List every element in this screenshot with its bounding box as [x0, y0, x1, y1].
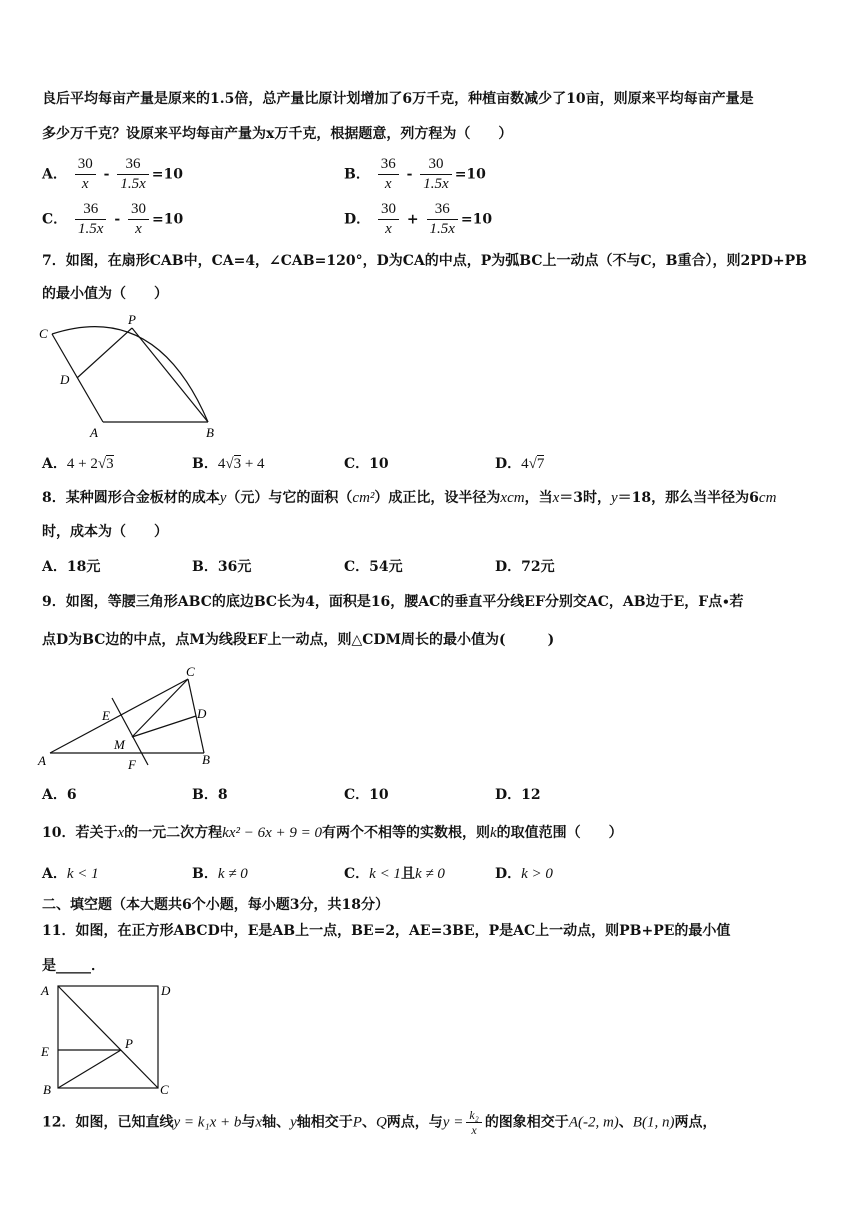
section-heading: 二、填空题（本大题共6个小题，每小题3分，共18分）: [42, 897, 389, 913]
q10-option-d: D．k > 0: [495, 866, 553, 882]
q8-option-d: D．72元: [495, 559, 555, 575]
q10-option-c: C．k < 1且k ≠ 0: [344, 866, 445, 882]
fraction: $\frac{36}{1.5x}$: [75, 200, 106, 239]
q9-option-b: B．8: [192, 787, 228, 803]
q6-option-a: A． $\frac{30}{x}$ - $\frac{36}{1.5x}$ =10: [42, 156, 183, 192]
label-e: E: [41, 1044, 49, 1059]
q7-option-c: C．10: [344, 456, 389, 472]
label-d: D: [197, 706, 207, 721]
segment-pd: [77, 328, 132, 378]
q6-option-d: D． $\frac{30}{x}$ + $\frac{36}{1.5x}$ =10: [344, 201, 493, 237]
q11-line2: 是_____．: [42, 958, 105, 974]
label-m: M: [114, 737, 125, 752]
label-f: F: [128, 757, 136, 772]
label-a: A: [38, 753, 46, 768]
label-e: E: [102, 708, 110, 723]
q7-option-a: A．4 + 2√3: [42, 456, 114, 472]
q11-line1: 11．如图，在正方形ABCD中，E是AB上一点，BE=2，AE=3BE，P是AC上一动点，则PB+PE的最小值: [42, 923, 731, 939]
q12-line1: 12．如图，已知直线y = k₁x + b与x轴、y轴相交于P、Q两点，与y = $\frac{\text{k₂}}{x}$ 的图象相交于A(-2, m)、B(1, n)两点，: [42, 1108, 717, 1137]
q8-line1: 8．某种圆形合金板材的成本y（元）与它的面积（cm²）成正比，设半径为xcm，当x＝3时，y＝18，那么当半径为6cm: [42, 490, 777, 506]
fraction: $\frac{30}{x}$: [378, 200, 399, 239]
q9-triangle-figure: [36, 665, 226, 775]
q6-option-b: B． $\frac{36}{x}$ - $\frac{30}{1.5x}$ =10: [344, 156, 486, 192]
fraction: $\frac{30}{x}$: [128, 200, 149, 239]
label-c: C: [39, 326, 48, 341]
q8-option-a: A．18元: [42, 559, 101, 575]
label-d: D: [161, 983, 171, 998]
q7-option-b: B．4√3 + 4: [192, 456, 265, 472]
fraction: $\frac{\text{k₂}}{x}$: [466, 1108, 482, 1137]
label-p: P: [125, 1036, 133, 1051]
diagonal-ac: [58, 986, 158, 1088]
fraction: $\frac{30}{x}$: [75, 155, 96, 194]
fraction: $\frac{30}{1.5x}$: [420, 155, 451, 194]
q6-line1: 良后平均每亩产量是原来的1.5倍，总产量比原计划增加了6万千克，种植亩数减少了10亩，则原来平均每亩产量是: [42, 91, 754, 107]
q7-line2: 的最小值为（ ）: [42, 286, 168, 302]
q8-option-b: B．36元: [192, 559, 252, 575]
label-a: A: [41, 983, 49, 998]
q6-option-c: C． $\frac{36}{1.5x}$ - $\frac{30}{x}$ =10: [42, 201, 184, 237]
q6-line2: 多少万千克？设原来平均每亩产量为x万千克，根据题意，列方程为（ ）: [42, 126, 513, 142]
q7-sector-figure: [36, 310, 226, 442]
q9-option-d: D．12: [495, 787, 541, 803]
segment-pb: [132, 328, 208, 422]
label-p: P: [128, 312, 136, 327]
label-c: C: [160, 1082, 169, 1097]
q9-option-c: C．10: [344, 787, 389, 803]
label-c: C: [186, 665, 195, 679]
fraction: $\frac{36}{1.5x}$: [117, 155, 148, 194]
label-b: B: [202, 752, 210, 767]
q9-line2: 点D为BC边的中点，点M为线段EF上一动点，则△CDM周长的最小值为( ): [42, 632, 555, 648]
q10-option-a: A．k < 1: [42, 866, 99, 882]
fraction: $\frac{36}{x}$: [378, 155, 399, 194]
q11-square-figure: [36, 978, 186, 1098]
q8-option-c: C．54元: [344, 559, 403, 575]
q8-line2: 时，成本为（ ）: [42, 524, 168, 540]
label-b: B: [206, 425, 214, 440]
q9-line1: 9．如图，等腰三角形ABC的底边BC长为4，面积是16，腰AC的垂直平分线EF分别交AC，AB边于E，F点∙若: [42, 594, 744, 610]
q10-option-b: B．k ≠ 0: [192, 866, 248, 882]
label-a: A: [90, 425, 98, 440]
q7-option-d: D．4√7: [495, 456, 545, 472]
label-b: B: [43, 1082, 51, 1097]
segment-pb: [58, 1050, 121, 1088]
q7-line1: 7．如图，在扇形CAB中，CA=4，∠CAB=120°，D为CA的中点，P为弧BC上一动点（不与C，B重合），则2PD+PB: [42, 253, 807, 269]
label-d: D: [60, 372, 70, 387]
q10-line1: 10．若关于x的一元二次方程kx² − 6x + 9 = 0有两个不相等的实数根，则k的取值范围（ ）: [42, 825, 623, 841]
q9-option-a: A．6: [42, 787, 77, 803]
segment-ef: [112, 698, 148, 765]
fraction: $\frac{36}{1.5x}$: [427, 200, 458, 239]
